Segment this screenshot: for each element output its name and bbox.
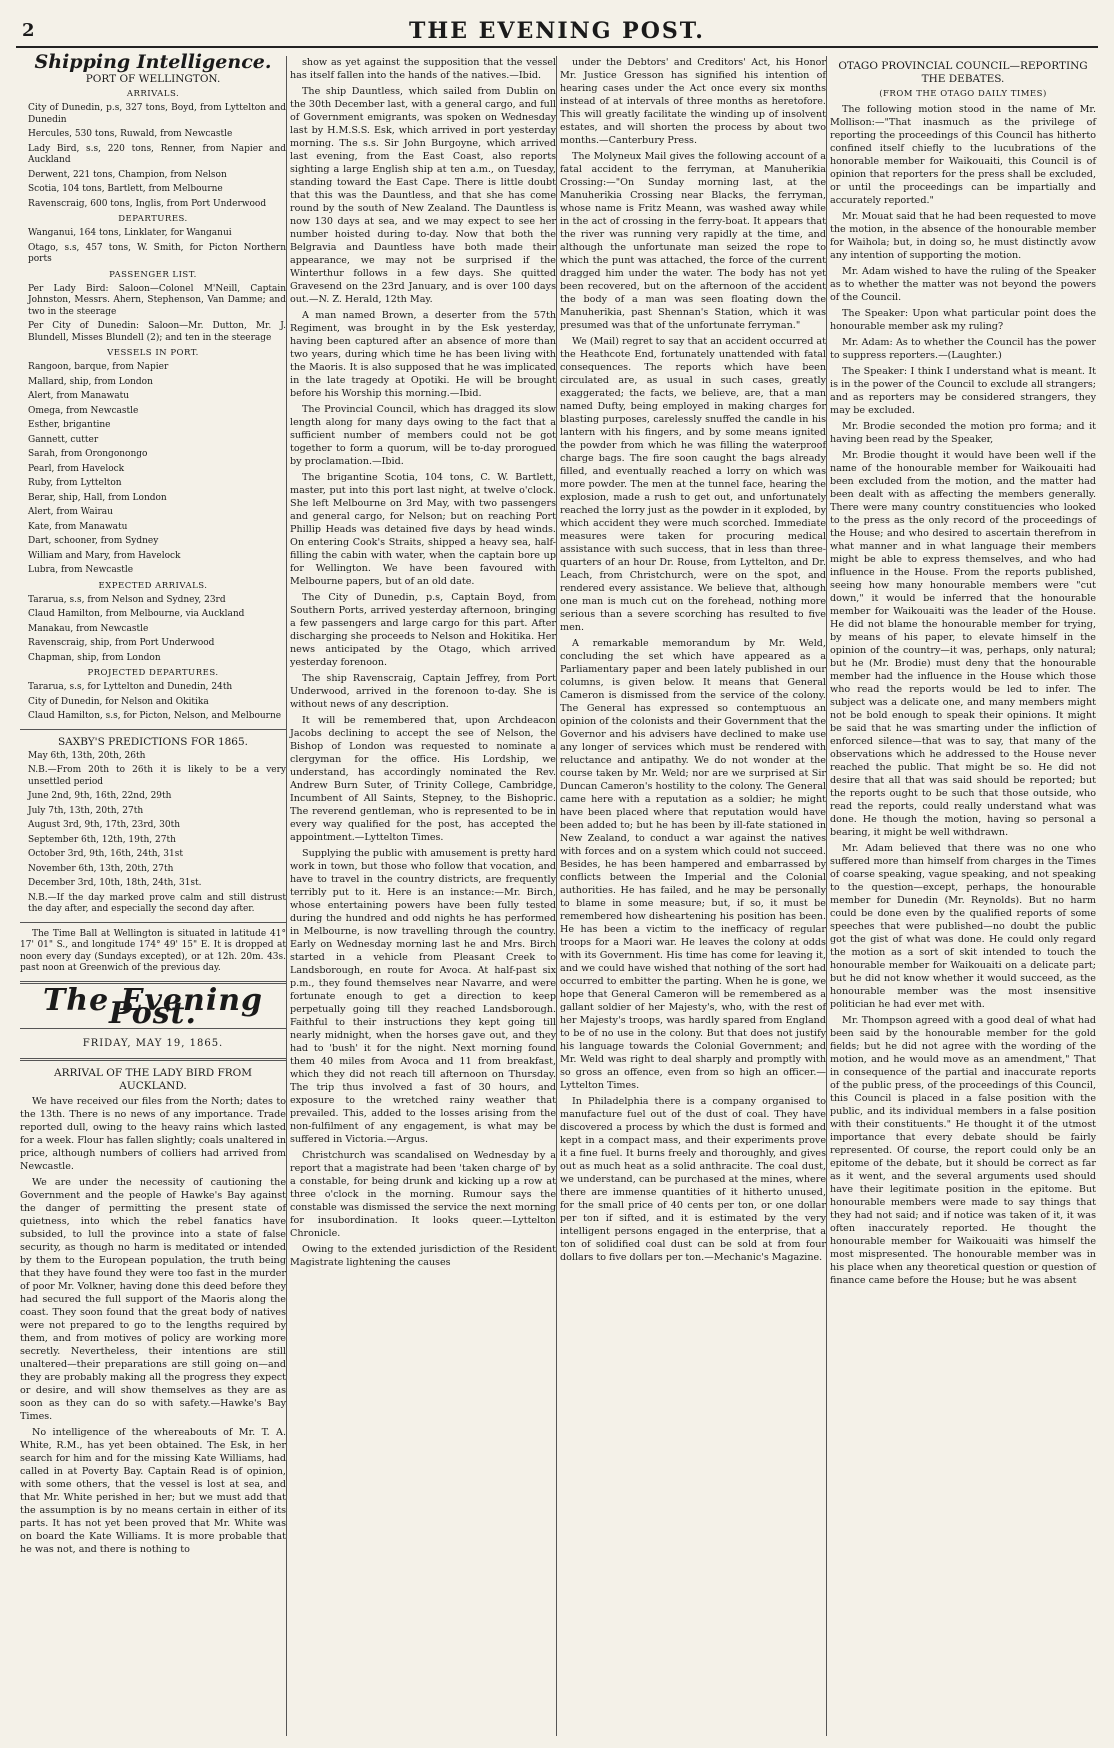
list-item: October 3rd, 9th, 16th, 24th, 31st (28, 849, 183, 859)
list-item: Tararua, s.s, for Lyttelton and Dunedin, 24th (28, 682, 233, 692)
column-4 (830, 56, 1096, 1290)
article-paragraph: We (Mail) regret to say that an accident occurred at the Heathcote End, fortunately unattended with fatal consequences. The reports which have been circulated are, as usual in such cases, greatly exaggerated; the facts, we believe, are, that a man named Dufty, being employed in making charges for blasting purposes, carelessly snuffed the candle in his lantern with his fingers, and by some means ignited the powder from which he was filling the waterproof charge bags. The fire soon caught the bags already filled, and eventually reached a lorry on which was more powder. The men at the tunnel face, hearing the explosion, made a rush to get out, and unfortunately reached the lorry just as the powder in it exploded, by which accident they were much scorched. Immediate measures were taken for procuring medical assistance with such success, that in less than three-quarters of an hour Dr. Rouse, from Lyttelton, and Dr. Leach, from Christchurch, were on the spot, and rendered every assistance. We believe that, although one man is much cut on the forehead, nothing more serious than a severe scorching has resulted to five men. (560, 336, 826, 633)
article-paragraph: A remarkable memorandum by Mr. Weld, concluding the set which have appeared as a Parliamentary paper and been lately published in our columns, is given below. It means that General Cameron is dismissed from the service of the colony. The General has expressed so contemptuous an opinion of the colonists and their Government that the Governor and his advisers have declined to make use any longer of services which must be rendered with reluctance and antipathy. We do not wonder at the course taken by Mr. Weld; nor are we surprised at Sir Duncan Cameron's hostility to the colony. The General came here with a reputation as a soldier; he might have been placed where that reputation would have been added to; but he has been by ill-fate stationed in New Zealand, to conduct a war against the natives with forces and on a system which could not succeed. Besides, he has been hampered and embarrassed by conflicts between the Imperial and the Colonial authorities. He has failed, and he may be personally to blame in some measure; but, if so, it must be remembered how disheartening his position has been. He has been a victim to the inefficacy of regular troops for a Maori war. He leaves the colony at odds with its Government. His time has come for leaving it, and we could have wished that nothing of the sort had occurred to embitter the parting. When he is gone, we hope that General Cameron will be remembered as a gallant soldier of her Majesty's, who, with the rest of her Majesty's troops, was hardly spared from England to be of no use in the colony. But that does not justify his language towards the Colonial Government; and Mr. Weld was right to deal sharply and promptly with so gross an offence, even from so high an officer.—Lyttelton Times. (560, 638, 826, 1091)
article-paragraph: A man named Brown, a deserter from the 57th Regiment, was brought in by the Esk yesterday, having been captured after an absence of more than two years, during which time he has been living with the Maoris. It is also supposed that he was implicated in the late tragedy at Opotiki. He will be brought before his Worship this morning.—Ibid. (290, 310, 556, 399)
list-item: Dart, schooner, from Sydney (28, 536, 159, 546)
timeball-notice: The Time Ball at Wellington is situated in latitude 41° 17' 01" S., and longitude 174° 49' 15" E. It is dropped at noon every day (Sundays excepted), or at 12h. 20m. 43s. past noon at Greenwich of the previous day. (20, 928, 286, 973)
list-item: City of Dunedin, for Nelson and Okitika (28, 696, 209, 707)
newspaper-title: THE EVENING POST. (409, 18, 705, 44)
paper-title: The Evening Post. (42, 982, 264, 1031)
article-paragraph: It will be remembered that, upon Archdeacon Jacobs declining to accept the see of Nelson, the Bishop of London was requested to nominate a clergyman for the office. His Lordship, we understand, has accordingly nominated the Rev. Andrew Burn Suter, of Trinity College, Cambridge, Incumbent of All Saints, Stepney, to the Bishopric. The reverend gentleman, who is represented to be in every way qualified for the post, has accepted the appointment.—Lyttelton Times. (290, 715, 556, 843)
article-paragraph: No intelligence of the whereabouts of Mr. T. A. White, R.M., has yet been obtained. The Esk, in her search for him and for the missing Kate Williams, had called in at Poverty Bay. Captain Read is of opinion, with some others, that the vessel is lost at sea, and that Mr. White perished in her; but we must add that the assumption is by no means certain in either of its parts. It has not yet been proved that Mr. White was on board the Kate Williams. It is more probable that he was not, and there is nothing to (20, 1426, 286, 1555)
list-item: September 6th, 12th, 19th, 27th (28, 834, 176, 845)
council-source: (FROM THE OTAGO DAILY TIMES) (879, 89, 1047, 99)
list-item: Gannett, cutter (28, 434, 99, 445)
column-rule (286, 56, 287, 1736)
list-item: William and Mary, from Havelock (28, 550, 181, 561)
article-paragraph: The Provincial Council, which has dragged its slow length along for many days owing to the fact that a sufficient number of members could not be got together to form a quorum, will be to-day prorogued by proclamation.—Ibid. (290, 404, 556, 467)
article-paragraph: Mr. Adam believed that there was no one who suffered more than himself from charges in the Times of coarse speaking, vague speaking, and not speaking to the question—except, perhaps, the honourable member for Dunedin (Mr. Reynolds). But no harm could be done even by the qualified reports of some speeches that were published—no doubt the public got the gist of what was done. He could only regard the motion as a sort of skit intended to touch the honourable member for Waikouaiti on a delicate part; but he did not know whether it would succeed, as the honourable member was the most insensitive politician he had ever met with. (830, 843, 1096, 1010)
expected-list (20, 595, 286, 665)
article-paragraph: The Speaker: Upon what particular point does the honourable member ask my ruling? (830, 308, 1096, 332)
masthead (16, 16, 1098, 48)
article-paragraph: under the Debtors' and Creditors' Act, his Honor Mr. Justice Gresson has signified his intention of hearing cases under the Act once every six months instead of at intervals of three months as heretofore. This will greatly facilitate the winding up of insolvent estates, and will shorten the process by about two months.—Canterbury Press. (560, 57, 826, 146)
list-item: Chapman, ship, from London (28, 652, 161, 663)
column-rule (556, 56, 557, 1736)
saxby-title: SAXBY'S PREDICTIONS FOR 1865. (57, 735, 249, 748)
departures-list (20, 228, 286, 266)
list-item: Otago, s.s, 457 tons, W. Smith, for Picton Northern ports (28, 242, 286, 264)
list-item: June 2nd, 9th, 16th, 22nd, 29th (28, 791, 172, 801)
list-item: Tararua, s.s, from Nelson and Sydney, 23rd (28, 594, 226, 605)
vessels-list (20, 362, 286, 577)
article-paragraph: The ship Ravenscraig, Captain Jeffrey, from Port Underwood, arrived in the forenoon to-day. She is without news of any description. (290, 673, 556, 710)
article-paragraph: The following motion stood in the name of Mr. Mollison:—"That inasmuch as the privilege of reporting the proceedings of this Council has hitherto confined itself chiefly to the lucubrations of the honorable member for Waikouaiti, this Council is of opinion that reporters for the press shall be excluded, or until the proceedings can be impartially and accurately reported." (830, 104, 1096, 206)
article-paragraph: The ship Dauntless, which sailed from Dublin on the 30th December last, with a general cargo, and full of Government emigrants, was spoken on Wednesday last by H.M.S.S. Esk, which arrived in port yesterday morning. The s.s. Sir John Burgoyne, which arrived last evening, from the East Coast, also reports sighting a large English ship at ten a.m., on Tuesday, standing toward the East Cape. There is little doubt that this was the Dauntless, and that she has come round by the south of New Zealand. The Dauntless is now 130 days at sea, and we may expect to see her number hoisted during to-day. Now that both the Belgravia and Dauntless have both made their appearance, we may not be surprised if the Winterthur follows in a few days. She quitted Gravesend on the 23rd January, and is over 100 days out.—N. Z. Herald, 12th May. (290, 86, 556, 305)
list-item: Per Lady Bird: Saloon—Colonel M'Neill, Captain Johnston, Messrs. Ahern, Stephenson, Van Damme; and two in the steerage (28, 283, 286, 317)
passenger-label: PASSENGER LIST. (109, 269, 197, 280)
list-item: Omega, from Newcastle (28, 405, 139, 416)
column-1 (20, 51, 287, 1559)
list-item: Ruby, from Lyttelton (28, 478, 122, 488)
article-paragraph: The brigantine Scotia, 104 tons, C. W. Bartlett, master, put into this port last night, at twelve o'clock. She left Melbourne on 3rd May, with two passengers and general cargo, for Nelson; but on reaching Port Phillip Heads was detained five days by head winds. On entering Cook's Straits, shipped a heavy sea, half-filling the cabin with water, when the captain bore up for Wellington. We have been favoured with Melbourne papers, but of an old date. (290, 472, 556, 587)
divider (20, 922, 286, 923)
list-item: Kate, from Manawatu (28, 521, 128, 532)
list-item: Rangoon, barque, from Napier (28, 362, 169, 372)
article-paragraph: In Philadelphia there is a company organised to manufacture fuel out of the dust of coal. They have discovered a process by which the dust is formed and kept in a compact mass, and their experiments prove it a fine fuel. It burns freely and thoroughly, and gives out as much heat as a solid anthracite. The coal dust, we understand, can be purchased at the mines, where there are immense quantities of it hitherto unused, for the small price of 40 cents per ton, or one dollar per ton if sifted, and it is estimated by the very intelligent persons engaged in the enterprise, that a ton of solidified coal dust can be sold at from four dollars to five dollars per ton.—Mechanic's Magazine. (560, 1096, 826, 1263)
list-item: Ravenscraig, 600 tons, Inglis, from Port Underwood (28, 198, 267, 209)
list-item: Scotia, 104 tons, Bartlett, from Melbourne (28, 184, 223, 194)
list-item: Hercules, 530 tons, Ruwald, from Newcastle (28, 129, 233, 139)
article-paragraph: Mr. Adam: As to whether the Council has the power to suppress reporters.—(Laughter.) (830, 337, 1096, 361)
list-item: Derwent, 221 tons, Champion, from Nelson (28, 169, 227, 180)
list-item: Esther, brigantine (28, 420, 111, 430)
expected-label: EXPECTED ARRIVALS. (98, 580, 208, 591)
port-title: PORT OF WELLINGTON. (85, 73, 221, 85)
article-paragraph: Mr. Brodie thought it would have been well if the name of the honourable member for Waikouaiti had been excluded from the motion, and the matter had been dealt with as affecting the members generally. There were many country constituencies who looked to the press as the only record of the proceedings of the House; and who desired to ascertain therefrom in what manner and in what language their members might be able to express themselves, and who had influence in the House. From the reports published, seeing how many honourable members were "cut down," it would be inferred that the honourable member for Waikouaiti was the leader of the House. He did not blame the honourable member for trying, by means of his paper, to elevate himself in the opinion of the country—it was, perhaps, only natural; but he (Mr. Brodie) must deny that the honourable member had the influence in the House which those who read the reports would be led to infer. The subject was a delicate one, and many members might not be bold enough to speak their opinions. It might be said that he was smarting under the infliction of enforced silence—that was to say, that many of the observations which he addressed to the House never reached the public. That might be so. He did not desire that all that was said should be reported; but the reports ought to be such that those outside, who read the reports, could really understand what was done. He though the motion, having so personal a bearing, it might be well withdrawn. (830, 450, 1096, 838)
projected-list (20, 682, 286, 723)
divider (20, 1058, 286, 1061)
article-paragraph: Mr. Mouat said that he had been requested to move the motion, in the absence of the honourable member for Waihola; but, in doing so, he must distinctly avow any intention of supporting the motion. (830, 211, 1096, 261)
arrivals-label: ARRIVALS. (126, 89, 180, 99)
passenger-list (20, 284, 286, 345)
article-paragraph: Mr. Thompson agreed with a good deal of what had been said by the honourable member for the gold fields; but he did not agree with the wording of the motion, and he would move as an amendment," That in consequence of the partial and inaccurate reports of the public press, of the proceedings of this Council, this Council is placed in a false position with the public, and its individual members in a false position with their constituents." He thought it of the utmost importance that every debate should be fairly represented. Of course, the report could only be an epitome of the debate, but it should be correct as far as it went, and the several arguments used should have their legitimate position in the epitome. But honourable members were made to say things that they had not said; and if notice was taken of it, it was often inaccurately reported. He thought the honourable member for Waikouaiti was himself the most mispresented. The honourable member was in his place when any theoretical question or question of finance came before the House; but he was absent (830, 1015, 1096, 1286)
article-paragraph: We have received our files from the North; dates to the 13th. There is no news of any importance. Trade reported dull, owing to the heavy rains which lasted for a week. Flour has fallen slightly; coals unaltered in price, although numbers of colliers had arrived from Newcastle. (20, 1095, 287, 1172)
list-item: Mallard, ship, from London (28, 376, 153, 387)
saxby-list (20, 751, 286, 916)
list-item: May 6th, 13th, 20th, 26th (28, 750, 146, 761)
list-item: Claud Hamilton, s.s, for Picton, Nelson, and Melbourne (28, 711, 282, 721)
ladybird-article (20, 1095, 286, 1556)
divider (20, 729, 286, 730)
article-paragraph: The Molyneux Mail gives the following account of a fatal accident to the ferryman, at Manuherikia Crossing:—"On Sunday morning last, at the Manuherikia Crossing near Blacks, the ferryman, whose name is Fritz Meann, was washed away while in the act of crossing in the ferry-boat. It appears that the river was running very rapidly at the time, and although the unfortunate man seized the rope to which the punt was attached, the force of the current dragged him under the water. The body has not yet been recovered, but on the afternoon of the accident the body of a man was seen floating down the Manuherikia, past Shennan's Station, which it was presumed was that of the unfortunate ferryman." (560, 151, 826, 331)
article-paragraph: Supplying the public with amusement is pretty hard work in town, but those who follow that vocation, and have to travel in the country districts, are frequently terribly put to it. Here is an instance:—Mr. Birch, whose entertaining powers have been fully tested during the hundred and odd nights he has performed in Melbourne, is now travelling through the country. Early on Wednesday morning last he and Mrs. Birch started in a vehicle from Pleasant Creek to Landsborough, en route for Avoca. At half-past six p.m., they found themselves near Navarre, and were fortunate enough to get a direction to keep perpetually going till they reached Landsborough. Faithful to their instructions they kept going till nearly midnight, when the horses gave out, and they had to 'bush' it for the night. Next morning found them 40 miles from Avoca and 11 from breakfast, which they did not reach till afternoon on Thursday. The trip thus involved a fast of 30 hours, and exposure to the wretched rainy weather that prevailed. This, added to the losses arising from the non-fulfilment of any engagement, is what may be suffered in Victoria.—Argus. (290, 848, 556, 1145)
article-paragraph: The City of Dunedin, p.s, Captain Boyd, from Southern Ports, arrived yesterday afternoon, bringing a few passengers and large cargo for this part. After discharging she proceeds to Nelson and Hokitika. Her news anticipated by the Otago, which arrived yesterday forenoon. (290, 592, 556, 668)
list-item: Pearl, from Havelock (28, 463, 125, 474)
column-rule (826, 56, 827, 1736)
arrivals-list (20, 103, 286, 210)
article-paragraph: Mr. Brodie seconded the motion pro forma; and it having been read by the Speaker, (830, 421, 1096, 445)
article-paragraph: show as yet against the supposition that the vessel has itself fallen into the hands of the natives.—Ibid. (290, 57, 556, 81)
list-item: N.B.—From 20th to 26th it is likely to be a very unsettled period (28, 765, 286, 787)
article-paragraph: Christchurch was scandalised on Wednesday by a report that a magistrate had been 'taken charge of' by a constable, for being drunk and kicking up a row at three o'clock in the morning. Rumour says the constable was dismissed the service the next morning for insubordination. It looks queer.—Lyttelton Chronicle. (290, 1150, 556, 1239)
list-item: Alert, from Manawatu (28, 391, 130, 401)
list-item: August 3rd, 9th, 17th, 23rd, 30th (28, 820, 181, 830)
date-line: FRIDAY, MAY 19, 1865. (82, 1037, 224, 1049)
list-item: Ravenscraig, ship, from Port Underwood (28, 638, 215, 648)
list-item: Claud Hamilton, from Melbourne, via Auckland (28, 609, 245, 619)
list-item: City of Dunedin, p.s, 327 tons, Boyd, from Lyttelton and Dunedin (28, 103, 286, 125)
column-3-articles (560, 56, 826, 1264)
council-article (830, 103, 1096, 1287)
page-number: 2 (22, 20, 35, 41)
list-item: Sarah, from Orongonongo (28, 449, 148, 459)
ladybird-title: ARRIVAL OF THE LADY BIRD FROM AUCKLAND. (53, 1066, 253, 1092)
vessels-label: VESSELS IN PORT. (107, 348, 199, 358)
list-item: December 3rd, 10th, 18th, 24th, 31st. (28, 878, 202, 888)
list-item: Berar, ship, Hall, from London (28, 492, 167, 503)
article-paragraph: Mr. Adam wished to have the ruling of the Speaker as to whether the matter was not beyond the powers of the Council. (830, 266, 1096, 303)
list-item: Wanganui, 164 tons, Linklater, for Wanganui (28, 228, 232, 238)
list-item: N.B.—If the day marked prove calm and still distrust the day after, and especially the second day after. (28, 892, 286, 914)
article-paragraph: Owing to the extended jurisdiction of the Resident Magistrate lightening the causes (290, 1244, 556, 1268)
shipping-heading: Shipping Intelligence. (34, 51, 272, 73)
column-2 (290, 56, 556, 1272)
column-2-articles (290, 56, 556, 1269)
list-item: July 7th, 13th, 20th, 27th (28, 805, 144, 816)
list-item: Manakau, from Newcastle (28, 623, 149, 634)
list-item: November 6th, 13th, 20th, 27th (28, 863, 174, 874)
council-title: OTAGO PROVINCIAL COUNCIL—REPORTING THE DEBATES. (838, 60, 1088, 85)
list-item: Lubra, from Newcastle (28, 565, 134, 575)
article-paragraph: The Speaker: I think I understand what is meant. It is in the power of the Council to exclude all strangers; and as reporters may be considered strangers, they may be excluded. (830, 366, 1096, 416)
list-item: Lady Bird, s.s, 220 tons, Renner, from Napier and Auckland (28, 143, 286, 165)
article-paragraph: We are under the necessity of cautioning the Government and the people of Hawke's Bay against the danger of permitting the present state of quietness, into which the rebel fanatics have subsided, to lull the province into a state of false security, as though no harm is meditated or intended by them to the European population, the truth being that they have found they were too fast in the murder of poor Mr. Volkner, having done this deed before they had secured the full support of the Maoris along the coast. They soon found that the great body of natives were not prepared to go to the lengths required by them, and from motives of policy are working more secretly. Nevertheless, their intentions are still unaltered—their preparations are still going on—and they are probably making all the progress they expect or desire, and will show themselves as they are as soon as they can do so with safety.—Hawke's Bay Times. (20, 1176, 286, 1422)
departures-label: DEPARTURES. (118, 214, 188, 224)
column-3 (560, 56, 826, 1267)
list-item: Alert, from Wairau (28, 507, 113, 517)
projected-label: PROJECTED DEPARTURES. (87, 668, 219, 678)
list-item: Per City of Dunedin: Saloon—Mr. Dutton, Mr. J. Blundell, Misses Blundell (2); and ten in the steerage (28, 321, 286, 343)
